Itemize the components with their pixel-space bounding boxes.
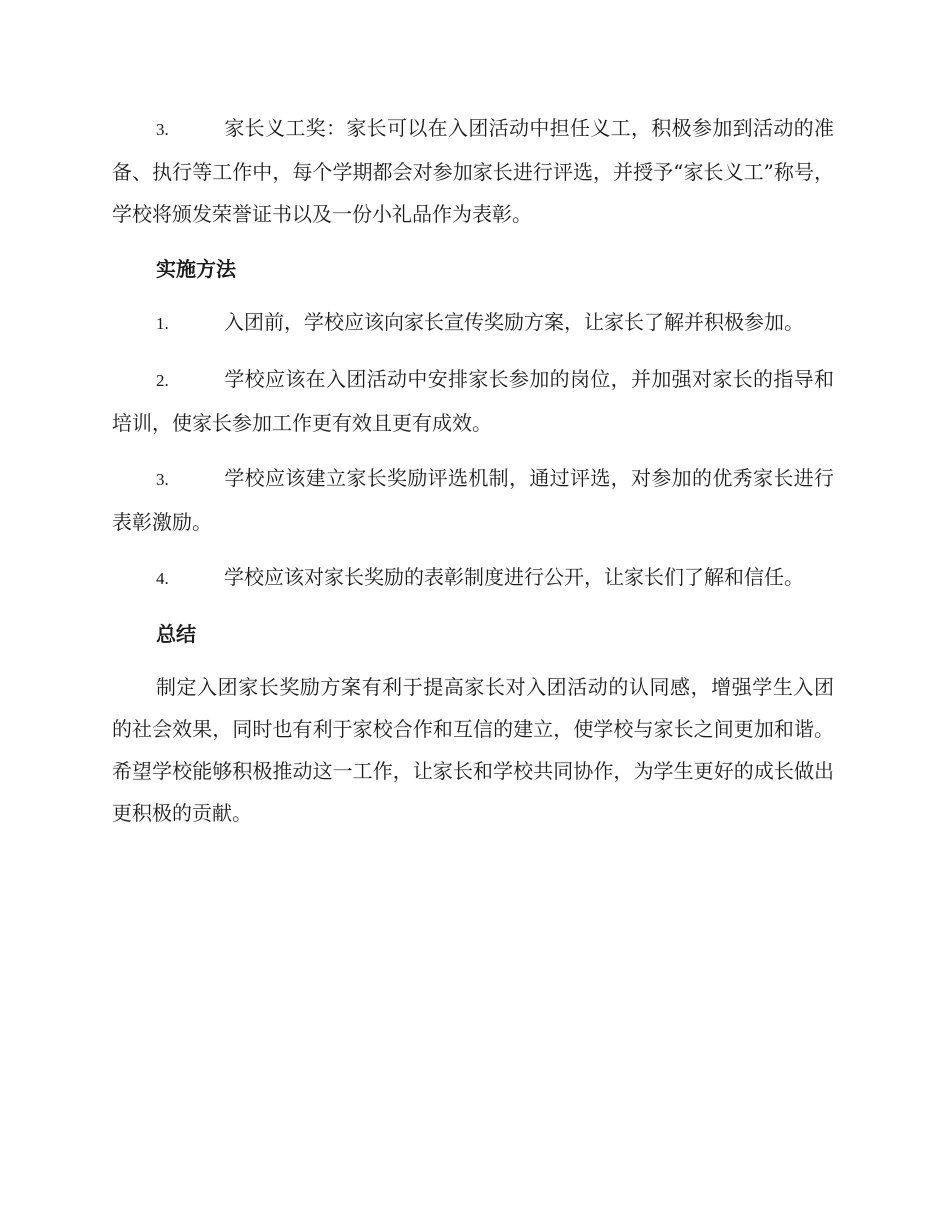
list-item-text: 家长义工奖：家长可以在入团活动中担任义工，积极参加到活动的准备、执行等工作中，每个学期都会对参加家长进行评选，并授予“家长义工”称号，学校将颁发荣誉证书以及一份小礼品作为表彰。	[112, 116, 834, 226]
list-item	[112, 358, 834, 444]
list-item-text: 学校应该对家长奖励的表彰制度进行公开，让家长们了解和信任。	[224, 565, 804, 589]
list-number: 2.	[156, 371, 169, 390]
list-item-text: 入团前，学校应该向家长宣传奖励方案，让家长了解并积极参加。	[224, 310, 804, 334]
list-number: 1.	[156, 314, 169, 333]
list-item-text: 学校应该在入团活动中安排家长参加的岗位，并加强对家长的指导和培训，使家长参加工作更有效且更有成效。	[112, 367, 834, 435]
section-heading-implementation: 实施方法	[156, 257, 236, 281]
list-item	[112, 301, 834, 345]
list-number: 4.	[156, 569, 169, 588]
list-number: 3.	[156, 470, 169, 489]
summary-paragraph: 制定入团家长奖励方案有利于提高家长对入团活动的认同感，增强学生入团的社会效果，同时也有利于家校合作和互信的建立，使学校与家长之间更加和谐。希望学校能够积极推动这一工作，让家长和学校共同协作，为学生更好的成长做出更积极的贡献。	[112, 675, 834, 825]
section-heading-summary: 总结	[156, 622, 196, 646]
document-page	[112, 107, 834, 847]
list-item	[112, 556, 834, 600]
list-item	[112, 457, 834, 543]
list-item-text: 学校应该建立家长奖励评选机制，通过评选，对参加的优秀家长进行表彰激励。	[112, 466, 834, 534]
list-number: 3.	[156, 120, 169, 139]
list-item	[112, 107, 834, 235]
